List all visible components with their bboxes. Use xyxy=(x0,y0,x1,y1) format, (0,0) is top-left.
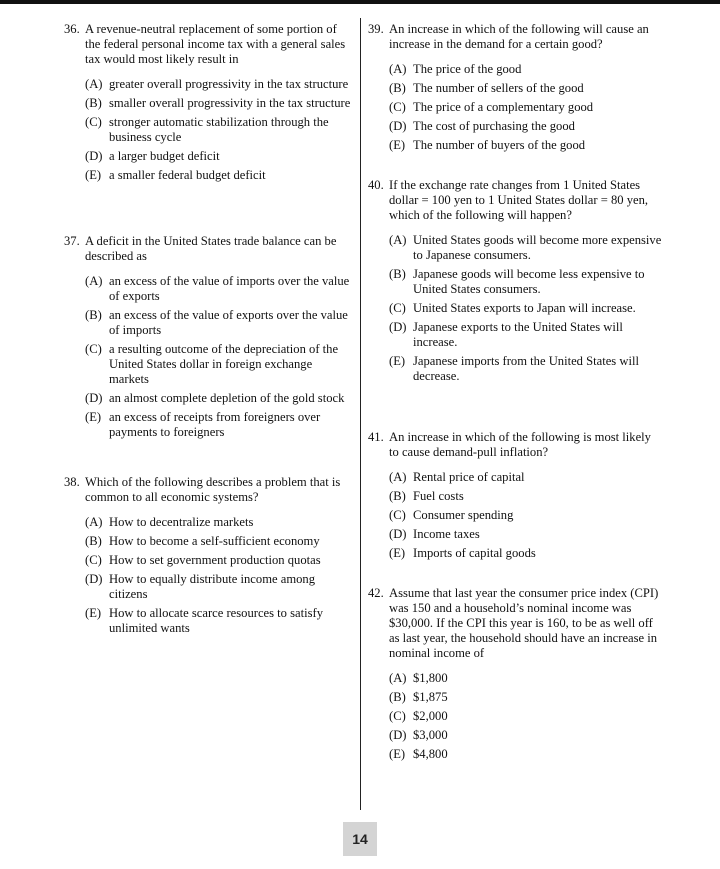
choice-text: Consumer spending xyxy=(413,508,514,522)
choice-text: greater overall progressivity in the tax structure xyxy=(109,77,349,91)
choice-letter: (A) xyxy=(389,671,407,685)
choice-text: The number of buyers of the good xyxy=(413,138,586,152)
choice-text: The number of sellers of the good xyxy=(413,81,584,95)
choice-text: $3,000 xyxy=(413,728,448,742)
answer-choice xyxy=(389,100,663,115)
choice-letter: (C) xyxy=(389,301,406,315)
choice-text: Imports of capital goods xyxy=(413,546,536,560)
top-rule xyxy=(0,0,720,4)
choice-letter: (E) xyxy=(85,410,102,424)
answer-choice xyxy=(389,119,663,134)
answer-choice xyxy=(85,115,354,145)
answer-choice xyxy=(389,81,663,96)
choice-letter: (A) xyxy=(389,233,407,247)
choice-letter: (E) xyxy=(389,354,406,368)
answer-choice xyxy=(389,301,663,316)
question-stem xyxy=(64,475,354,505)
choice-letter: (A) xyxy=(85,274,103,288)
answer-choice xyxy=(389,233,663,263)
choice-letter: (E) xyxy=(389,138,406,152)
question-number: 37. xyxy=(64,234,80,248)
question-stem xyxy=(368,22,663,52)
choice-text: a resulting outcome of the depreciation of the United States dollar in foreign exchange markets xyxy=(109,342,339,386)
column-divider xyxy=(360,18,361,810)
question-text: An increase in which of the following is most likely to cause demand-pull inflation? xyxy=(389,430,651,459)
choice-text: Income taxes xyxy=(413,527,480,541)
question-stem xyxy=(64,22,354,67)
answer-choices xyxy=(64,515,354,636)
question-text: If the exchange rate changes from 1 United States dollar = 100 yen to 1 United States dollar = 80 yen, which of the following will happen? xyxy=(389,178,649,222)
page-number: 14 xyxy=(343,822,377,856)
question-text: Assume that last year the consumer price index (CPI) was 150 and a household’s nominal income was $30,000. If the CPI this year is 160, to be as well off as last year, the household should have an increase in nominal income of xyxy=(389,586,659,660)
choice-letter: (B) xyxy=(85,96,102,110)
choice-letter: (D) xyxy=(389,119,407,133)
answer-choice xyxy=(85,410,354,440)
answer-choices xyxy=(368,470,663,561)
question-number: 39. xyxy=(368,22,384,36)
question-39 xyxy=(368,22,663,157)
answer-choices xyxy=(64,274,354,440)
choice-text: The price of a complementary good xyxy=(413,100,594,114)
choice-text: an excess of receipts from foreigners over payments to foreigners xyxy=(109,410,321,439)
choice-letter: (C) xyxy=(85,553,102,567)
choice-text: a larger budget deficit xyxy=(109,149,220,163)
choice-text: Japanese goods will become less expensive to United States consumers. xyxy=(413,267,645,296)
choice-letter: (C) xyxy=(389,100,406,114)
choice-text: The price of the good xyxy=(413,62,522,76)
answer-choice xyxy=(85,515,354,530)
question-stem xyxy=(368,586,663,661)
answer-choice xyxy=(389,709,663,724)
choice-letter: (D) xyxy=(389,320,407,334)
answer-choice xyxy=(85,96,354,111)
choice-text: Rental price of capital xyxy=(413,470,525,484)
choice-letter: (C) xyxy=(85,342,102,356)
answer-choice xyxy=(389,671,663,686)
question-stem xyxy=(368,430,663,460)
choice-text: a smaller federal budget deficit xyxy=(109,168,266,182)
choice-text: United States goods will become more expensive to Japanese consumers. xyxy=(413,233,662,262)
answer-choice xyxy=(85,342,354,387)
question-40 xyxy=(368,178,663,388)
choice-letter: (D) xyxy=(85,149,103,163)
choice-letter: (A) xyxy=(389,62,407,76)
question-number: 38. xyxy=(64,475,80,489)
choice-letter: (B) xyxy=(389,489,406,503)
question-36 xyxy=(64,22,354,187)
question-stem xyxy=(64,234,354,264)
answer-choice xyxy=(389,508,663,523)
answer-choices xyxy=(64,77,354,183)
choice-letter: (B) xyxy=(389,81,406,95)
question-number: 36. xyxy=(64,22,80,36)
choice-letter: (A) xyxy=(85,515,103,529)
answer-choice xyxy=(85,77,354,92)
choice-letter: (D) xyxy=(85,391,103,405)
question-text: A revenue-neutral replacement of some portion of the federal personal income tax with a general sales tax would most likely result in xyxy=(85,22,346,66)
choice-text: Japanese exports to the United States will increase. xyxy=(413,320,623,349)
answer-choice xyxy=(85,308,354,338)
choice-text: an excess of the value of exports over the value of imports xyxy=(109,308,348,337)
answer-choice xyxy=(389,489,663,504)
choice-letter: (A) xyxy=(85,77,103,91)
question-number: 42. xyxy=(368,586,384,600)
choice-text: How to set government production quotas xyxy=(109,553,321,567)
choice-text: stronger automatic stabilization through the business cycle xyxy=(109,115,329,144)
choice-letter: (C) xyxy=(85,115,102,129)
question-stem xyxy=(368,178,663,223)
choice-text: $4,800 xyxy=(413,747,448,761)
answer-choice xyxy=(85,168,354,183)
question-number: 41. xyxy=(368,430,384,444)
choice-text: How to allocate scarce resources to satisfy unlimited wants xyxy=(109,606,324,635)
choice-text: Fuel costs xyxy=(413,489,464,503)
choice-text: Japanese imports from the United States will decrease. xyxy=(413,354,639,383)
answer-choice xyxy=(389,267,663,297)
answer-choice xyxy=(85,391,354,406)
choice-letter: (B) xyxy=(85,308,102,322)
choice-text: United States exports to Japan will increase. xyxy=(413,301,636,315)
answer-choice xyxy=(85,572,354,602)
choice-letter: (D) xyxy=(85,572,103,586)
question-number: 40. xyxy=(368,178,384,192)
answer-choice xyxy=(389,546,663,561)
answer-choice xyxy=(85,149,354,164)
answer-choice xyxy=(389,320,663,350)
question-38 xyxy=(64,475,354,640)
question-41 xyxy=(368,430,663,565)
question-text: Which of the following describes a problem that is common to all economic systems? xyxy=(85,475,341,504)
answer-choice xyxy=(85,534,354,549)
answer-choice xyxy=(389,62,663,77)
question-text: An increase in which of the following will cause an increase in the demand for a certain good? xyxy=(389,22,649,51)
choice-text: an excess of the value of imports over the value of exports xyxy=(109,274,350,303)
choice-text: How to become a self-sufficient economy xyxy=(109,534,320,548)
choice-letter: (C) xyxy=(389,709,406,723)
choice-letter: (D) xyxy=(389,728,407,742)
answer-choice xyxy=(389,527,663,542)
choice-letter: (C) xyxy=(389,508,406,522)
choice-letter: (E) xyxy=(389,546,406,560)
choice-letter: (B) xyxy=(85,534,102,548)
choice-letter: (D) xyxy=(389,527,407,541)
choice-letter: (B) xyxy=(389,690,406,704)
answer-choice xyxy=(85,553,354,568)
choice-text: $1,875 xyxy=(413,690,448,704)
answer-choice xyxy=(389,138,663,153)
answer-choices xyxy=(368,233,663,384)
choice-letter: (E) xyxy=(85,606,102,620)
choice-text: $1,800 xyxy=(413,671,448,685)
choice-text: smaller overall progressivity in the tax structure xyxy=(109,96,351,110)
answer-choice xyxy=(85,606,354,636)
choice-letter: (E) xyxy=(389,747,406,761)
choice-text: How to equally distribute income among citizens xyxy=(109,572,316,601)
choice-text: $2,000 xyxy=(413,709,448,723)
answer-choice xyxy=(389,747,663,762)
question-text: A deficit in the United States trade balance can be described as xyxy=(85,234,337,263)
answer-choice xyxy=(389,690,663,705)
choice-letter: (E) xyxy=(85,168,102,182)
choice-letter: (B) xyxy=(389,267,406,281)
choice-text: an almost complete depletion of the gold stock xyxy=(109,391,345,405)
question-37 xyxy=(64,234,354,444)
choice-letter: (A) xyxy=(389,470,407,484)
answer-choice xyxy=(85,274,354,304)
answer-choices xyxy=(368,62,663,153)
choice-text: The cost of purchasing the good xyxy=(413,119,575,133)
answer-choices xyxy=(368,671,663,762)
question-42 xyxy=(368,586,663,766)
answer-choice xyxy=(389,470,663,485)
answer-choice xyxy=(389,728,663,743)
choice-text: How to decentralize markets xyxy=(109,515,254,529)
answer-choice xyxy=(389,354,663,384)
